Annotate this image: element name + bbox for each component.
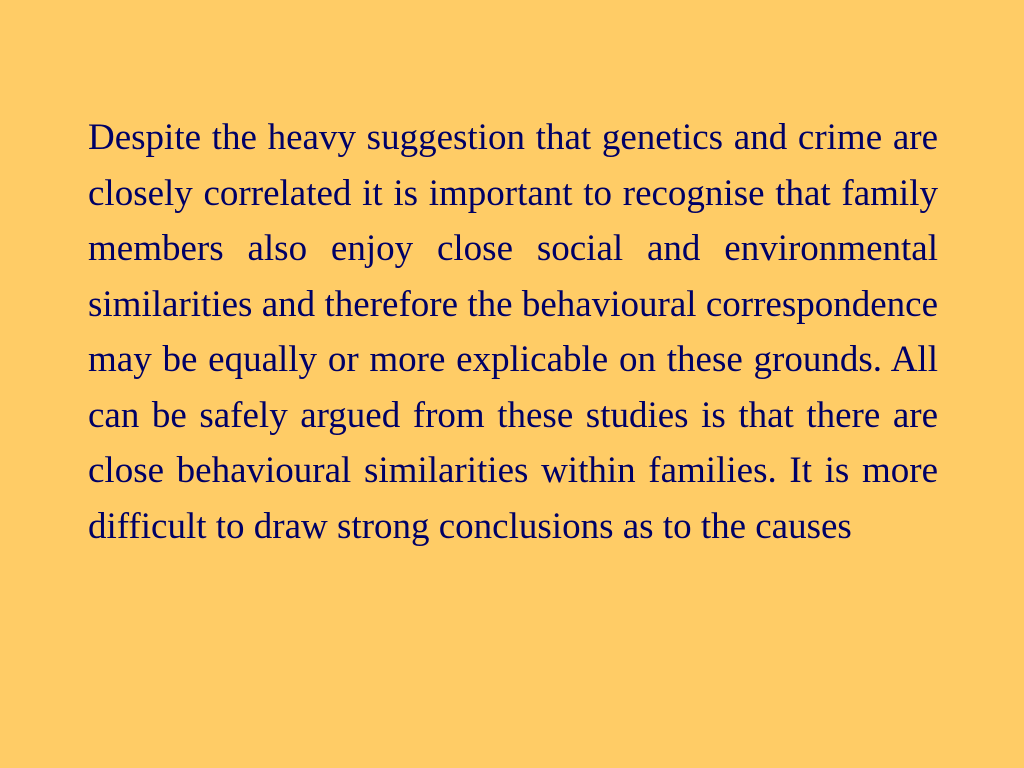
slide-body-text: Despite the heavy suggestion that genetics and crime are closely correlated it is important to recognise that family members also enjoy close social and environmental similarities and therefore the behavioural correspondence may be equally or more explicable on these grounds. All can be safely argued from these studies is that there are close behavioural similarities within families. It is more difficult to draw strong conclusions as to the causes	[88, 117, 938, 547]
